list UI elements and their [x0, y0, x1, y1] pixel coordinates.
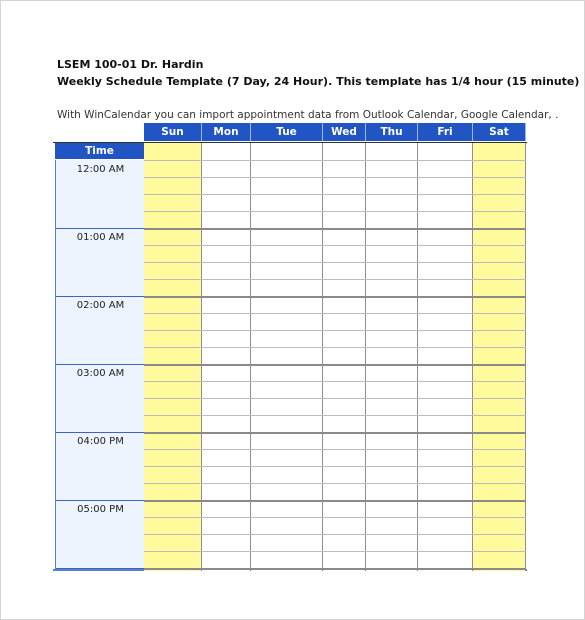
slot-line [144, 381, 526, 382]
day-header-tue: Tue [251, 123, 323, 141]
hour-label: 02:00 AM [76, 300, 125, 311]
hour-line [144, 364, 526, 366]
hour-line [144, 228, 526, 230]
import-note: With WinCalendar you can import appointment data from Outlook Calendar, Google Calendar, . [57, 109, 559, 121]
course-title: LSEM 100-01 Dr. Hardin [57, 58, 204, 71]
day-header-sat: Sat [473, 123, 526, 141]
hour-label: 05:00 PM [77, 504, 124, 515]
hour-separator [56, 500, 146, 501]
slot-line [144, 534, 526, 535]
day-header-thu: Thu [366, 123, 418, 141]
day-column-thu[interactable] [366, 143, 418, 571]
slot-line [144, 517, 526, 518]
day-column-wed[interactable] [323, 143, 366, 571]
slot-line [144, 245, 526, 246]
day-header-wed: Wed [323, 123, 366, 141]
slot-line [144, 347, 526, 348]
hour-label: 12:00 AM [76, 164, 125, 175]
hour-line [144, 568, 526, 570]
hour-line [144, 296, 526, 298]
day-header-fri: Fri [418, 123, 473, 141]
time-column-header: Time [55, 143, 144, 159]
hour-separator [56, 432, 146, 433]
slot-line [144, 398, 526, 399]
hour-separator [56, 296, 146, 297]
template-title: Weekly Schedule Template (7 Day, 24 Hour). This template has 1/4 hour (15 minute) [57, 75, 580, 88]
day-column-fri[interactable] [418, 143, 473, 571]
hour-separator [56, 228, 146, 229]
slot-line [144, 330, 526, 331]
slot-line [144, 279, 526, 280]
hour-separator [56, 364, 146, 365]
slot-line [144, 449, 526, 450]
day-column-sat[interactable] [473, 143, 526, 571]
weekly-schedule-grid [53, 123, 527, 571]
slot-line [144, 211, 526, 212]
slot-line [144, 313, 526, 314]
slot-line [144, 466, 526, 467]
day-column-mon[interactable] [202, 143, 251, 571]
day-header-mon: Mon [202, 123, 251, 141]
day-header-sun: Sun [144, 123, 202, 141]
day-column-sun[interactable] [144, 143, 202, 571]
slot-line [144, 160, 526, 161]
slot-line [144, 551, 526, 552]
hour-line [144, 500, 526, 502]
slot-line [144, 483, 526, 484]
hour-label: 04:00 PM [77, 436, 124, 447]
slot-line [144, 194, 526, 195]
day-column-tue[interactable] [251, 143, 323, 571]
slot-line [144, 415, 526, 416]
hour-label: 03:00 AM [76, 368, 125, 379]
slot-line [144, 262, 526, 263]
time-column [55, 160, 145, 571]
hour-label: 01:00 AM [76, 232, 125, 243]
hour-line [144, 432, 526, 434]
slot-line [144, 177, 526, 178]
